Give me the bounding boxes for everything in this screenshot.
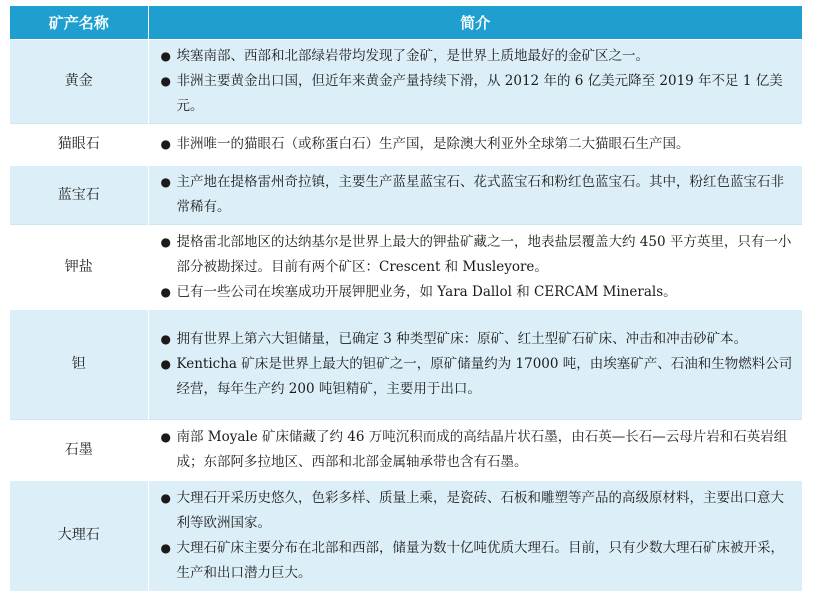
mineral-description (148, 420, 802, 481)
list-item (159, 425, 795, 475)
list-item (159, 536, 795, 586)
mineral-name: 石墨 (10, 420, 148, 481)
item-text: 非洲唯一的猫眼石（或称蛋白石）生产国，是除澳大利亚外全球第二大猫眼石生产国。 (176, 136, 690, 152)
bullet-icon: ● (160, 284, 171, 299)
item-text: 大理石开采历史悠久，色彩多样、质量上乘，是瓷砖、石板和雕塑等产品的高级原材料，主要出口意大利等欧洲国家。 (176, 489, 784, 531)
list-item (159, 486, 795, 536)
item-text: 南部 Moyale 矿床储藏了约 46 万吨沉积而成的高结晶片状石墨，由石英—长石—云母片岩和石英岩组成；东部阿多拉地区、西部和北部金属轴承带也含有石墨。 (176, 429, 788, 470)
item-text: Kenticha 矿床是世界上最大的钽矿之一，原矿储量约为 17000 吨，由埃塞矿产、石油和生物燃料公司经营，每年生产约 200 吨钽精矿，主要用于出口。 (176, 356, 793, 397)
item-text: 已有一些公司在埃塞成功开展钾肥业务，如 Yara Dallol 和 CERCAM Minerals。 (176, 283, 677, 300)
table-row (10, 310, 802, 420)
item-text: 大理石矿床主要分布在北部和西部，储量为数十亿吨优质大理石。目前，只有少数大理石矿床被开采，生产和出口潜力巨大。 (176, 539, 784, 581)
table-row (10, 40, 802, 124)
list-item (159, 352, 795, 402)
bullet-icon: ● (160, 49, 171, 63)
mineral-description (148, 124, 802, 166)
mineral-name: 钾盐 (10, 225, 148, 310)
list-item (159, 280, 795, 305)
mineral-name: 钽 (10, 310, 148, 420)
mineral-description (148, 225, 802, 310)
mineral-name: 蓝宝石 (10, 166, 148, 225)
item-text: 主产地在提格雷州奇拉镇，主要生产蓝星蓝宝石、花式蓝宝石和粉红色蓝宝石。其中，粉红色蓝宝石非常稀有。 (176, 174, 784, 215)
list-item (159, 44, 795, 69)
table-row (10, 481, 802, 591)
bullet-icon: ● (160, 540, 171, 555)
bullet-icon: ● (160, 490, 171, 505)
bullet-icon: ● (160, 137, 171, 151)
bullet-icon: ● (160, 234, 171, 249)
table-row (10, 225, 802, 310)
list-item (159, 230, 795, 280)
table-row (10, 124, 802, 166)
mineral-name: 黄金 (10, 40, 148, 124)
mineral-description (148, 40, 802, 124)
mineral-description (148, 481, 802, 591)
list-item (159, 327, 795, 352)
mineral-name: 大理石 (10, 481, 148, 591)
table-header-row (10, 6, 802, 40)
bullet-icon: ● (160, 430, 171, 444)
minerals-table (10, 6, 802, 591)
item-text: 非洲主要黄金出口国，但近年来黄金产量持续下滑，从 2012 年的 6 亿美元降至 2019 年不足 1 亿美元。 (176, 73, 783, 114)
item-text: 埃塞南部、西部和北部绿岩带均发现了金矿，是世界上质地最好的金矿区之一。 (176, 48, 649, 64)
mineral-description (148, 310, 802, 420)
list-item (159, 132, 795, 157)
bullet-icon: ● (160, 357, 171, 371)
item-text: 拥有世界上第六大钽储量，已确定 3 种类型矿床：原矿、红土型矿石矿床、冲击和冲击砂矿本。 (176, 331, 748, 347)
list-item (159, 69, 795, 119)
bullet-icon: ● (160, 175, 171, 189)
item-text: 提格雷北部地区的达纳基尔是世界上最大的钾盐矿藏之一，地表盐层覆盖大约 450 平方英里，只有一小部分被勘探过。目前有两个矿区：Crescent 和 Musleyore。 (176, 233, 792, 275)
bullet-icon: ● (160, 74, 171, 88)
mineral-name: 猫眼石 (10, 124, 148, 166)
list-item (159, 170, 795, 220)
bullet-icon: ● (160, 332, 171, 346)
table-row (10, 166, 802, 225)
header-description: 简介 (148, 6, 802, 40)
table-row (10, 420, 802, 481)
header-mineral-name: 矿产名称 (10, 6, 148, 40)
mineral-description (148, 166, 802, 225)
